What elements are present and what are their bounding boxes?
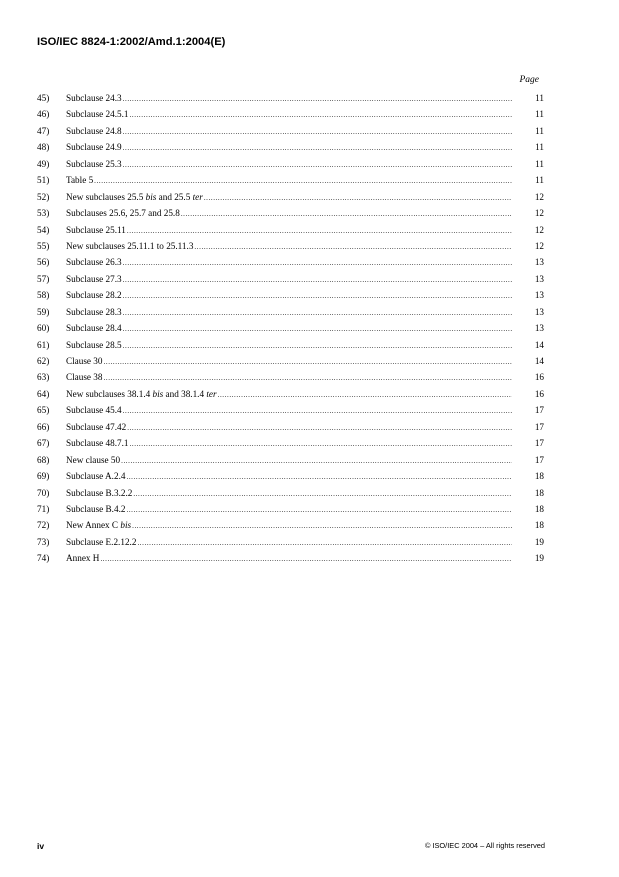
toc-entry-number: 55) — [37, 240, 50, 251]
toc-dot-leader — [123, 91, 512, 107]
toc-entry-title — [66, 205, 180, 221]
toc-entry-number: 66) — [37, 421, 50, 432]
toc-entry-number: 70) — [37, 487, 50, 498]
toc-entry-title-text: New Annex C — [66, 520, 121, 531]
toc-dot-leader — [104, 370, 513, 386]
toc-entry-page: 14 — [534, 339, 544, 350]
toc-entry-title — [66, 517, 131, 533]
toc-entry-number: 56) — [37, 257, 50, 268]
toc-entry-title-text: Subclause A.2.4 — [66, 471, 126, 482]
toc-entry[interactable] — [37, 468, 544, 484]
toc-entry[interactable] — [37, 320, 544, 336]
toc-entry-title-italic: bis — [120, 520, 132, 531]
toc-entry-page: 11 — [535, 175, 544, 186]
toc-entry-title-text: Subclause 28.3 — [66, 306, 122, 317]
toc-dot-leader — [123, 140, 512, 156]
toc-entry-title — [66, 468, 125, 484]
toc-entry[interactable] — [37, 485, 544, 501]
toc-entry[interactable] — [37, 501, 544, 517]
toc-entry-number: 72) — [37, 520, 50, 531]
toc-entry-number: 53) — [37, 208, 50, 219]
toc-entry[interactable] — [37, 337, 544, 353]
toc-dot-leader — [123, 255, 512, 271]
toc-entry-number: 61) — [37, 339, 50, 350]
toc-entry-page: 18 — [534, 471, 544, 482]
toc-entry[interactable] — [37, 452, 544, 468]
toc-dot-leader — [123, 305, 512, 321]
toc-dot-leader — [137, 535, 512, 551]
toc-entry-number: 47) — [37, 125, 50, 136]
toc-entry-title-text: Subclause 27.3 — [66, 273, 122, 284]
toc-entry-page: 17 — [534, 421, 544, 432]
toc-entry-number: 48) — [37, 142, 50, 153]
toc-entry-number: 45) — [37, 93, 50, 103]
toc-entry[interactable] — [37, 550, 544, 566]
toc-entry[interactable] — [37, 419, 544, 435]
toc-entry[interactable] — [37, 139, 544, 155]
toc-dot-leader — [104, 354, 513, 370]
toc-entry[interactable] — [37, 353, 544, 369]
document-title: ISO/IEC 8824-1:2002/Amd.1:2004(E) — [37, 36, 226, 48]
toc-entry-page: 19 — [534, 536, 544, 547]
toc-entry[interactable] — [37, 172, 544, 188]
toc-entry-title — [66, 90, 122, 106]
toc-entry-title-text: Subclause 24.5.1 — [66, 109, 129, 120]
toc-entry-number: 52) — [37, 191, 50, 202]
toc-entry-title-text: Subclause 24.8 — [66, 125, 122, 136]
toc-entry-title-text: Subclause B.4.2 — [66, 503, 126, 514]
toc-entry-title — [66, 172, 93, 188]
toc-entry-number: 68) — [37, 454, 50, 465]
toc-entry-number: 46) — [37, 109, 50, 120]
toc-entry[interactable] — [37, 254, 544, 270]
toc-entry[interactable] — [37, 106, 544, 122]
toc-entry-title-text: Subclause 25.3 — [66, 158, 122, 169]
toc-entry-page: 16 — [534, 372, 544, 383]
toc-entry[interactable] — [37, 222, 544, 238]
toc-entry-number: 71) — [37, 503, 50, 514]
toc-entry-title-text: Subclause 24.9 — [66, 142, 122, 153]
toc-entry-page: 11 — [535, 109, 544, 120]
toc-entry-title — [66, 485, 132, 501]
toc-entry-title-text: Subclause B.3.2.2 — [66, 487, 133, 498]
toc-entry-title-text: Subclause 26.3 — [66, 257, 122, 268]
toc-entry-title — [66, 123, 122, 139]
toc-entry[interactable] — [37, 534, 544, 550]
toc-entry-title-text: Subclause 28.2 — [66, 290, 122, 301]
toc-dot-leader — [123, 124, 512, 140]
toc-entry-title-text: Subclause 47.42 — [66, 421, 127, 432]
toc-entry[interactable] — [37, 271, 544, 287]
toc-entry-title-italic: bis — [145, 191, 157, 202]
toc-dot-leader — [123, 272, 512, 288]
toc-entry-title-text: New clause 50 — [66, 454, 121, 465]
toc-entry-title-text: Subclause E.2.12.2 — [66, 536, 137, 547]
toc-entry-page: 11 — [535, 125, 544, 136]
toc-entry-number: 74) — [37, 553, 50, 564]
toc-dot-leader — [121, 453, 512, 469]
toc-dot-leader — [126, 502, 512, 518]
toc-entry[interactable] — [37, 189, 544, 205]
toc-entry-title — [66, 435, 129, 451]
toc-entry[interactable] — [37, 123, 544, 139]
toc-dot-leader — [127, 420, 512, 436]
toc-entry-page: 18 — [534, 503, 544, 514]
toc-entry-page: 13 — [534, 257, 544, 268]
toc-entry-title — [66, 304, 122, 320]
toc-entry-page: 17 — [534, 405, 544, 416]
toc-entry-page: 12 — [534, 191, 544, 202]
toc-entry-title-text: Clause 30 — [66, 356, 103, 366]
toc-dot-leader — [132, 518, 512, 534]
toc-entry-title-text: and 38.1.4 — [163, 388, 207, 399]
toc-entry-title — [66, 353, 103, 369]
toc-entry-number: 73) — [37, 536, 50, 547]
page-column-label: Page — [519, 75, 539, 85]
toc-entry-title — [66, 534, 136, 550]
toc-entry-title — [66, 337, 122, 353]
toc-entry-title — [66, 156, 122, 172]
toc-dot-leader — [181, 206, 512, 222]
toc-entry-title — [66, 550, 99, 566]
toc-entry[interactable] — [37, 435, 544, 451]
toc-dot-leader — [204, 190, 512, 206]
toc-entry-number: 64) — [37, 388, 50, 399]
toc-entry-title-text: Table 5 — [66, 175, 94, 186]
toc-dot-leader — [123, 321, 512, 337]
toc-entry-title — [66, 419, 126, 435]
toc-entry-title-text: New subclauses 38.1.4 — [66, 388, 153, 399]
toc-entry[interactable] — [37, 238, 544, 254]
toc-entry-page: 12 — [534, 224, 544, 235]
toc-entry-number: 62) — [37, 356, 50, 366]
toc-entry-page: 18 — [534, 520, 544, 531]
toc-entry-page: 19 — [534, 553, 544, 564]
toc-entry[interactable] — [37, 386, 544, 402]
toc-entry-title-text: Subclause 28.5 — [66, 339, 122, 350]
toc-entry-title-italic: ter — [206, 388, 217, 399]
toc-entry-title — [66, 386, 217, 402]
toc-entry[interactable] — [37, 90, 544, 106]
toc-entry[interactable] — [37, 156, 544, 172]
toc-entry-page: 13 — [534, 306, 544, 317]
toc-entry-page: 13 — [534, 323, 544, 334]
toc-dot-leader — [123, 288, 512, 304]
toc-entry-title-text: Subclause 25.11 — [66, 224, 126, 235]
copyright-notice: © ISO/IEC 2004 – All rights reserved — [424, 841, 545, 850]
toc-entry-title-text: and 25.5 — [156, 191, 193, 202]
toc-entry-page: 13 — [534, 273, 544, 284]
toc-entry-title — [66, 254, 122, 270]
toc-entry-title — [66, 106, 129, 122]
toc-entry[interactable] — [37, 287, 544, 303]
toc-dot-leader — [94, 173, 512, 189]
toc-entry-page: 13 — [534, 290, 544, 301]
toc-entry-title — [66, 287, 122, 303]
toc-entry-page: 11 — [535, 93, 544, 103]
toc-entry-page: 11 — [535, 142, 544, 153]
toc-entry-page: 18 — [534, 487, 544, 498]
toc-entry-title — [66, 320, 122, 336]
toc-entry-title — [66, 501, 125, 517]
toc-entry-title — [66, 369, 103, 385]
toc-entry-page: 14 — [534, 356, 544, 366]
toc-entry-title-text: Subclause 24.3 — [66, 93, 122, 103]
toc-dot-leader — [123, 338, 512, 354]
toc-entry-title-text: New subclauses 25.5 — [66, 191, 146, 202]
toc-dot-leader — [130, 436, 512, 452]
toc-entry-page: 17 — [534, 454, 544, 465]
toc-entry-title — [66, 189, 203, 205]
toc-entry[interactable] — [37, 205, 544, 221]
toc-entry-title-text: Subclause 28.4 — [66, 323, 122, 334]
toc-entry-title — [66, 139, 122, 155]
toc-entry-number: 51) — [37, 175, 50, 186]
toc-entry-title-text: New subclauses 25.11.1 to 25.11.3 — [66, 240, 194, 251]
toc-dot-leader — [100, 551, 512, 567]
toc-dot-leader — [126, 469, 512, 485]
toc-entry-title-text: Subclauses 25.6, 25.7 and 25.8 — [66, 208, 180, 219]
toc-dot-leader — [123, 157, 512, 173]
toc-entry-title — [66, 238, 193, 254]
toc-entry-number: 59) — [37, 306, 50, 317]
toc-entry-number: 49) — [37, 158, 50, 169]
toc-entry-title-text: Subclause 48.7.1 — [66, 438, 129, 449]
toc-entry-title — [66, 402, 122, 418]
toc-entry-page: 16 — [534, 388, 544, 399]
toc-entry[interactable] — [37, 304, 544, 320]
toc-entry-title-text: Annex H — [66, 553, 100, 564]
toc-entry-title — [66, 452, 120, 468]
toc-entry-page: 11 — [535, 158, 544, 169]
toc-entry-page: 12 — [534, 240, 544, 251]
toc-entry-page: 17 — [534, 438, 544, 449]
toc-entry-number: 57) — [37, 273, 50, 284]
toc-entry[interactable] — [37, 402, 544, 418]
toc-entry[interactable] — [37, 369, 544, 385]
toc-entry-title — [66, 271, 122, 287]
toc-dot-leader — [218, 387, 512, 403]
toc-entry-title-text: Subclause 45.4 — [66, 405, 122, 416]
toc-entry-number: 60) — [37, 323, 50, 334]
table-of-contents — [37, 90, 544, 567]
toc-entry-title-text: Clause 38 — [66, 372, 103, 383]
toc-entry-number: 63) — [37, 372, 50, 383]
page-number: iv — [37, 841, 45, 851]
toc-entry-number: 67) — [37, 438, 50, 449]
toc-entry-page: 12 — [534, 208, 544, 219]
toc-entry-title-italic: ter — [192, 191, 203, 202]
toc-entry-number: 58) — [37, 290, 50, 301]
toc-dot-leader — [133, 486, 512, 502]
toc-entry-number: 69) — [37, 471, 50, 482]
toc-dot-leader — [194, 239, 512, 255]
toc-dot-leader — [130, 107, 512, 123]
toc-entry-title-italic: bis — [152, 388, 164, 399]
toc-entry-number: 65) — [37, 405, 50, 416]
toc-entry-title — [66, 222, 126, 238]
toc-entry-number: 54) — [37, 224, 50, 235]
toc-entry[interactable] — [37, 517, 544, 533]
toc-dot-leader — [123, 403, 512, 419]
toc-dot-leader — [127, 223, 512, 239]
